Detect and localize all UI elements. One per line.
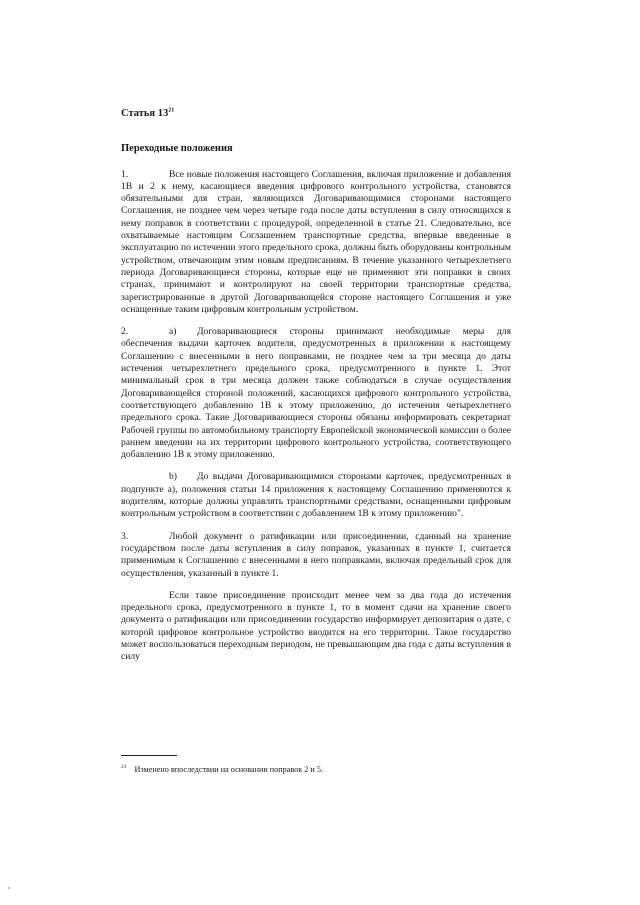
footnote-reference: 21 <box>168 107 175 114</box>
paragraph-2a <box>121 326 511 461</box>
paragraph-4: Если такое присоединение происходит менее чем за два года до истечения предельного срока, предусмотренного в пункте 1, то в момент сдачи на хранение своего документа о ратификации или присоединении государство информирует депозитария о дате, с которой цифровое контрольное устройство вводится на его территории. Такое государство может воспользоваться переходным периодом, не превышающим два года с даты вступления в силу <box>121 589 511 663</box>
subparagraph-label: b) <box>169 471 177 483</box>
article-title-text: Статья 13 <box>121 108 169 119</box>
footnote-number: 21 <box>121 764 127 771</box>
subparagraph-label: a) <box>169 326 177 338</box>
paragraph-number: 3. <box>121 530 129 542</box>
paragraph-3 <box>121 531 511 580</box>
footnote <box>121 765 511 775</box>
article-title <box>121 108 511 120</box>
paragraph-text: Договаривающиеся стороны принимают необходимые меры для обеспечения выдачи карточек водителя, предусмотренных в приложении к настоящему Соглашению с внесенными в него поправками, не позднее чем за три месяца до даты истечения четырехлетнего предельного срока, предусмотренного в пункте 1. Этот минимальный срок в три месяца должен также соблюдаться в случае осуществления Договаривающейся стороной положений, касающихся цифрового контрольного устройства, соответствующего добавлению 1В к этому приложению, до истечения четырехлетнего предельного срока. Такие Договаривающиеся стороны обязаны информировать секретариат Рабочей группы по автомобильному транспорту Европейской экономической комиссии о более раннем введении на их территории цифрового контрольного устройства, соответствующего добавлению 1В к этому приложению. <box>121 326 512 461</box>
paragraph-text: Все новые положения настоящего Соглашения, включая приложение и добавления 1В и 2 к нему, касающиеся введения цифрового контрольного устройства, становятся обязательными для стран, являющихся Договаривающимися сторонами настоящего Соглашения, не позднее чем через четыре года после даты вступления в силу относящихся к нему поправок в соответствии с процедурой, определенной в статье 21. Следовательно, все охватываемые настоящим Соглашением транспортные средства, впервые введенные в эксплуатацию по истечении этого предельного срока, должны быть оборудованы контрольным устройством, отвечающим этим новым предписаниям. В течение указанного четырехлетнего периода Договаривающиеся стороны, которые еще не применяют эти поправки в своих странах, принимают и контролируют на своей территории транспортные средства, зарегистрированные в другой Договаривающейся стороне настоящего Соглашения и уже оснащенные таким цифровым контрольным устройством. <box>121 168 511 315</box>
paragraph-text: Любой документ о ратификации или присоединении, сданный на хранение государством после даты вступления в силу поправок, указанных в пункте 1, считается применимым к Соглашению с внесенными в него поправками, включая предельный срок для осуществления, указанный в пункте 1. <box>121 530 511 579</box>
paragraph-text: До выдачи Договаривающимися сторонами карточек, предусмотренных в подпункте а), положения статьи 14 приложения к настоящему Соглашению применяются к водителям, которые должны управлять транспортными средствами, оснащенными цифровым контрольным устройством в соответствии с добавлением 1В к этому приложению". <box>121 471 511 520</box>
paragraph-number: 1. <box>121 168 129 180</box>
footnote-divider <box>121 755 177 756</box>
paragraph-number: 2. <box>121 326 129 338</box>
paragraph-1 <box>121 169 511 317</box>
section-title: Переходные положения <box>121 143 233 155</box>
document-body <box>121 108 511 674</box>
paragraph-2b <box>121 471 511 520</box>
footnote-text: Изменено впоследствии на основании поправок 2 и 5. <box>134 765 324 774</box>
scan-artifact <box>8 887 10 889</box>
